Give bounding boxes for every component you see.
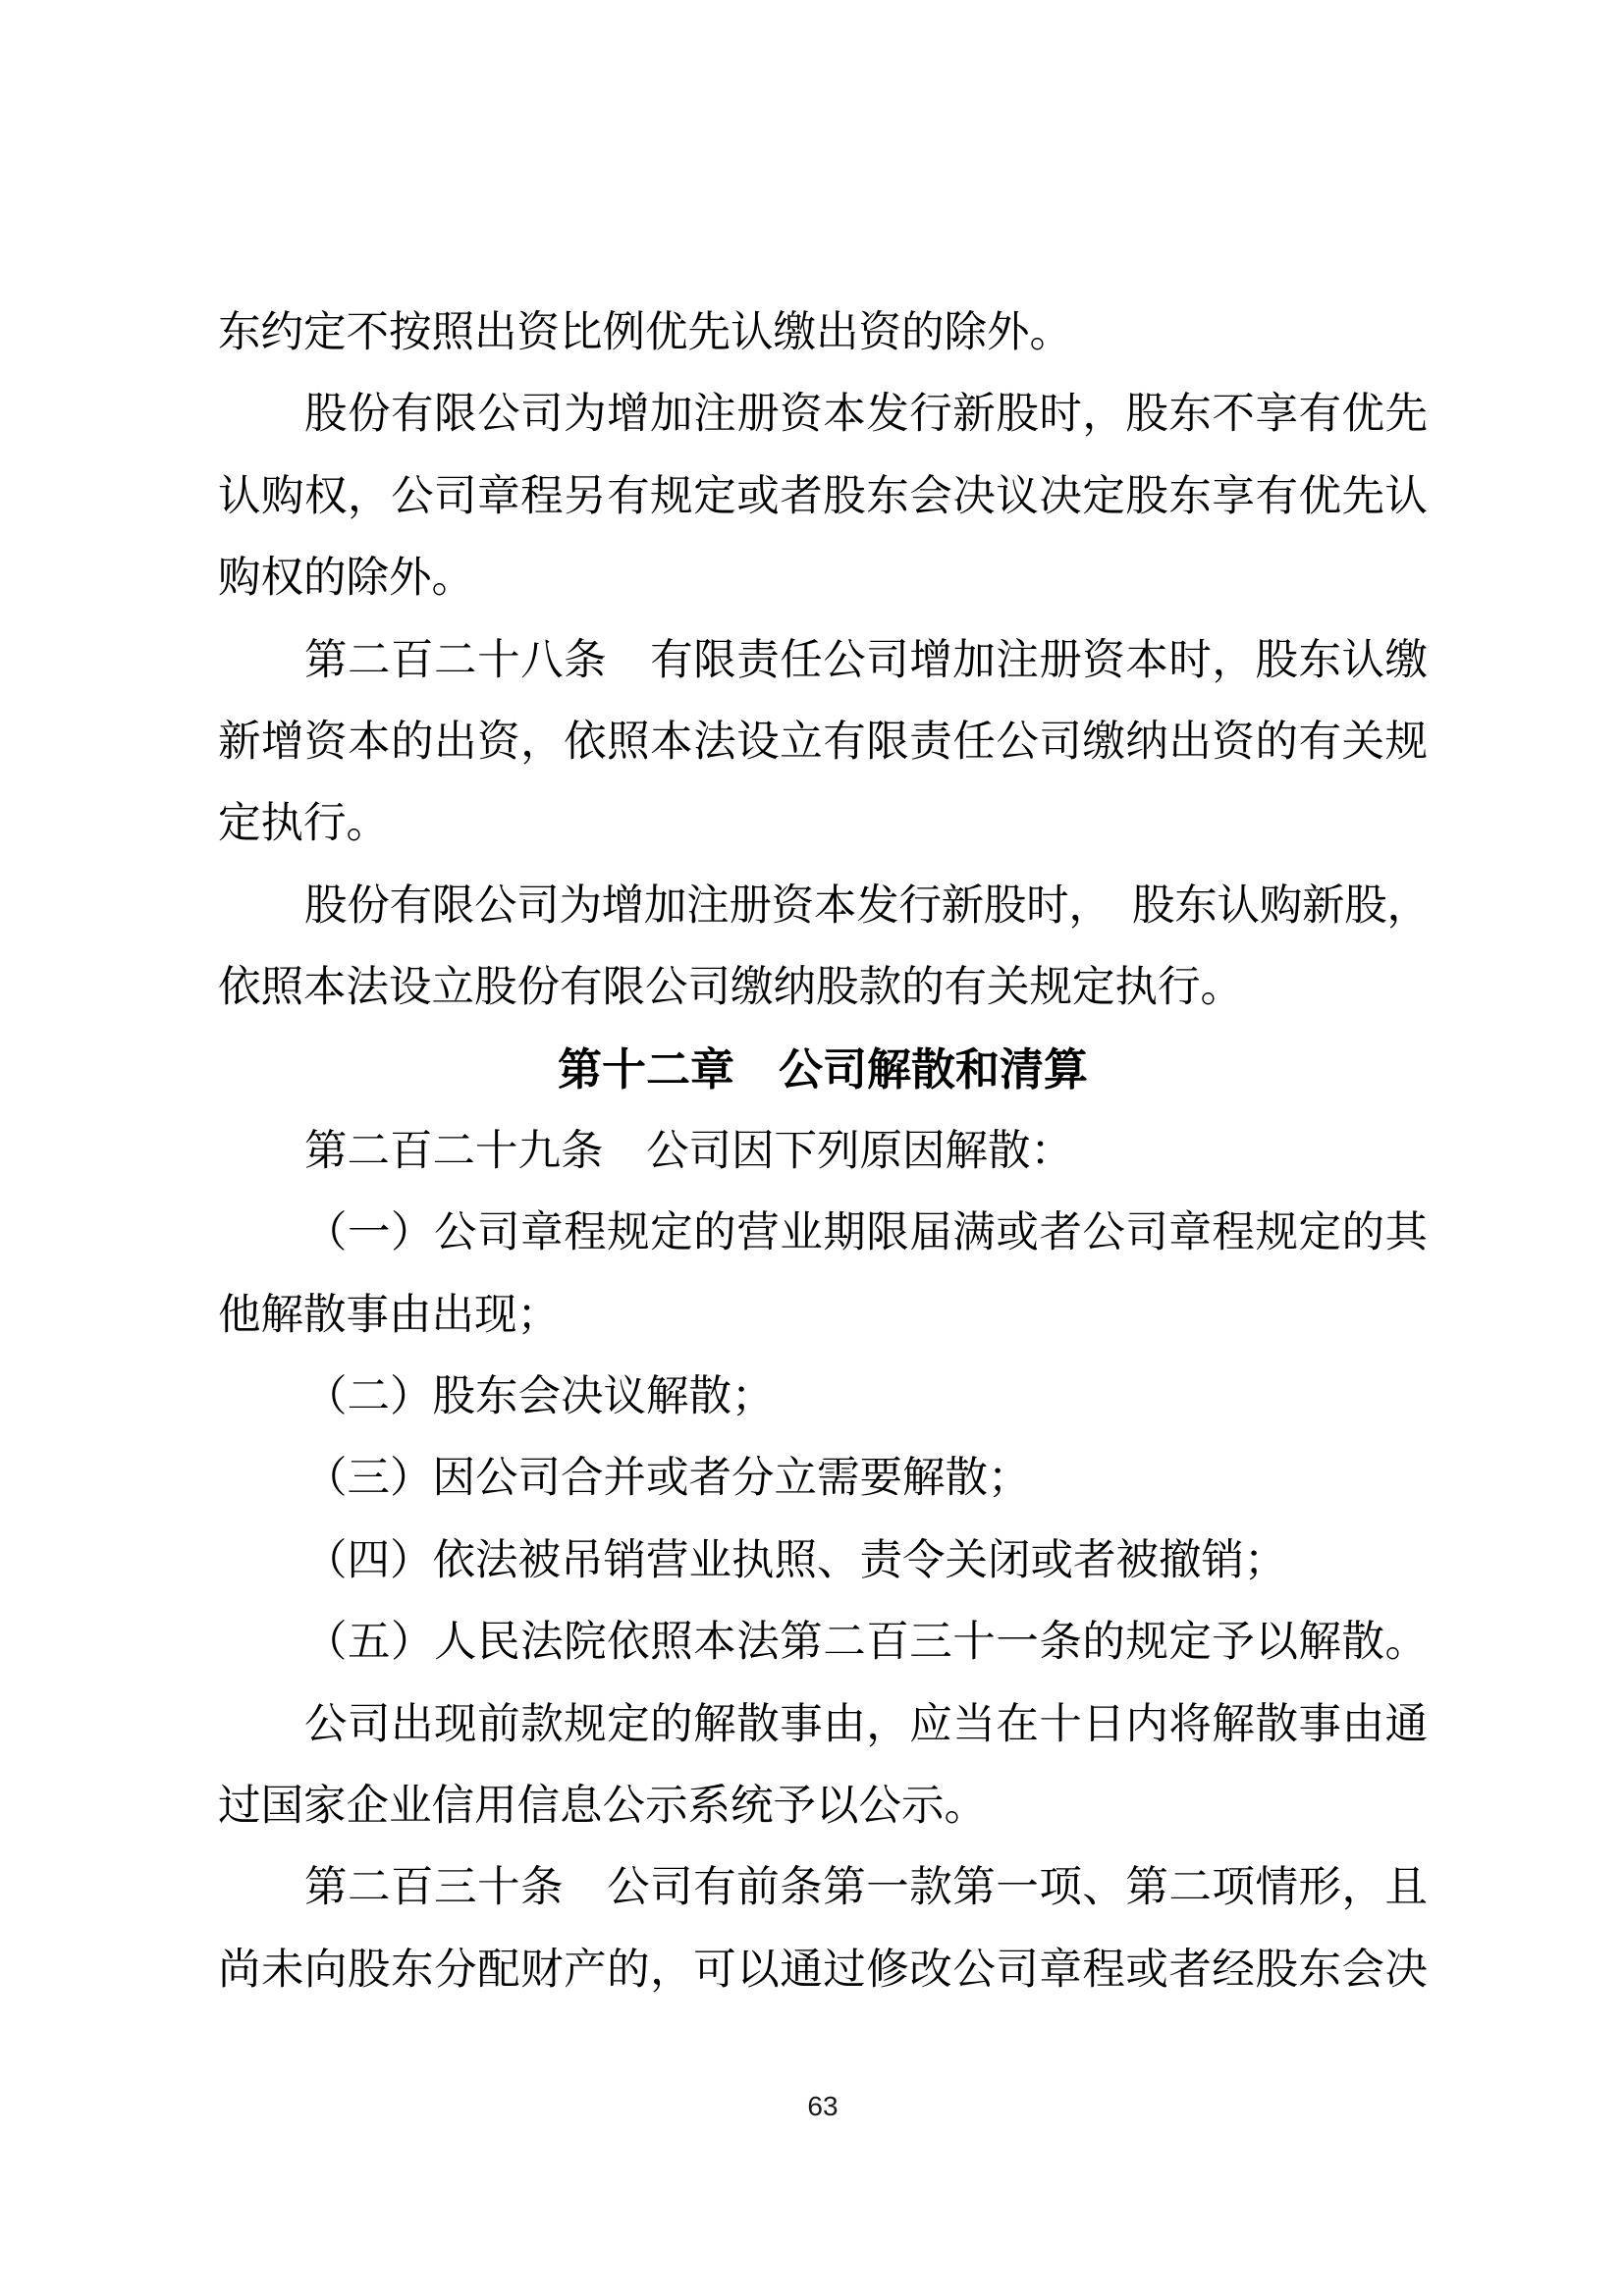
body-text-line: 认购权，公司章程另有规定或者股东会决议决定股东享有优先认 — [218, 472, 1428, 520]
body-text-line: 第二百二十八条 有限责任公司增加注册资本时，股东认缴 — [304, 636, 1428, 684]
body-text-line: （五）人民法院依照本法第二百三十一条的规定予以解散。 — [304, 1619, 1428, 1667]
body-text-line: 第二百三十条 公司有前条第一款第一项、第二项情形，且 — [304, 1864, 1428, 1912]
body-text-line: 尚未向股东分配财产的，可以通过修改公司章程或者经股东会决 — [218, 1946, 1428, 1994]
page-number: 63 — [807, 2091, 839, 2121]
body-text-line: 股份有限公司为增加注册资本发行新股时，股东不享有优先 — [304, 391, 1428, 439]
chapter-heading: 第十二章 公司解散和清算 — [557, 1044, 1088, 1095]
body-text-line: 第二百二十九条 公司因下列原因解散： — [304, 1127, 1073, 1175]
body-text-line: 新增资本的出资，依照本法设立有限责任公司缴纳出资的有关规 — [218, 718, 1428, 766]
body-text-line: 公司出现前款规定的解散事由，应当在十日内将解散事由通 — [304, 1700, 1428, 1748]
body-text-line: （二）股东会决议解散； — [304, 1373, 775, 1421]
body-text-line: 过国家企业信用信息公示系统予以公示。 — [218, 1783, 987, 1831]
text-column — [218, 293, 1428, 2011]
body-text-line: 购权的除外。 — [218, 555, 474, 603]
body-text-line: 定执行。 — [218, 800, 389, 848]
body-text-line: 股份有限公司为增加注册资本发行新股时， 股东认购新股， — [304, 881, 1428, 930]
body-text-line: （一）公司章程规定的营业期限届满或者公司章程规定的其 — [304, 1209, 1428, 1257]
body-text-line: 他解散事由出现； — [218, 1291, 560, 1339]
body-text-line: （三）因公司合并或者分立需要解散； — [304, 1455, 1031, 1503]
body-text-line: 依照本法设立股份有限公司缴纳股款的有关规定执行。 — [218, 964, 1243, 1012]
body-text-line: 东约定不按照出资比例优先认缴出资的除外。 — [218, 309, 1072, 356]
body-text-line: （四）依法被吊销营业执照、责令关闭或者被撤销； — [304, 1536, 1287, 1584]
